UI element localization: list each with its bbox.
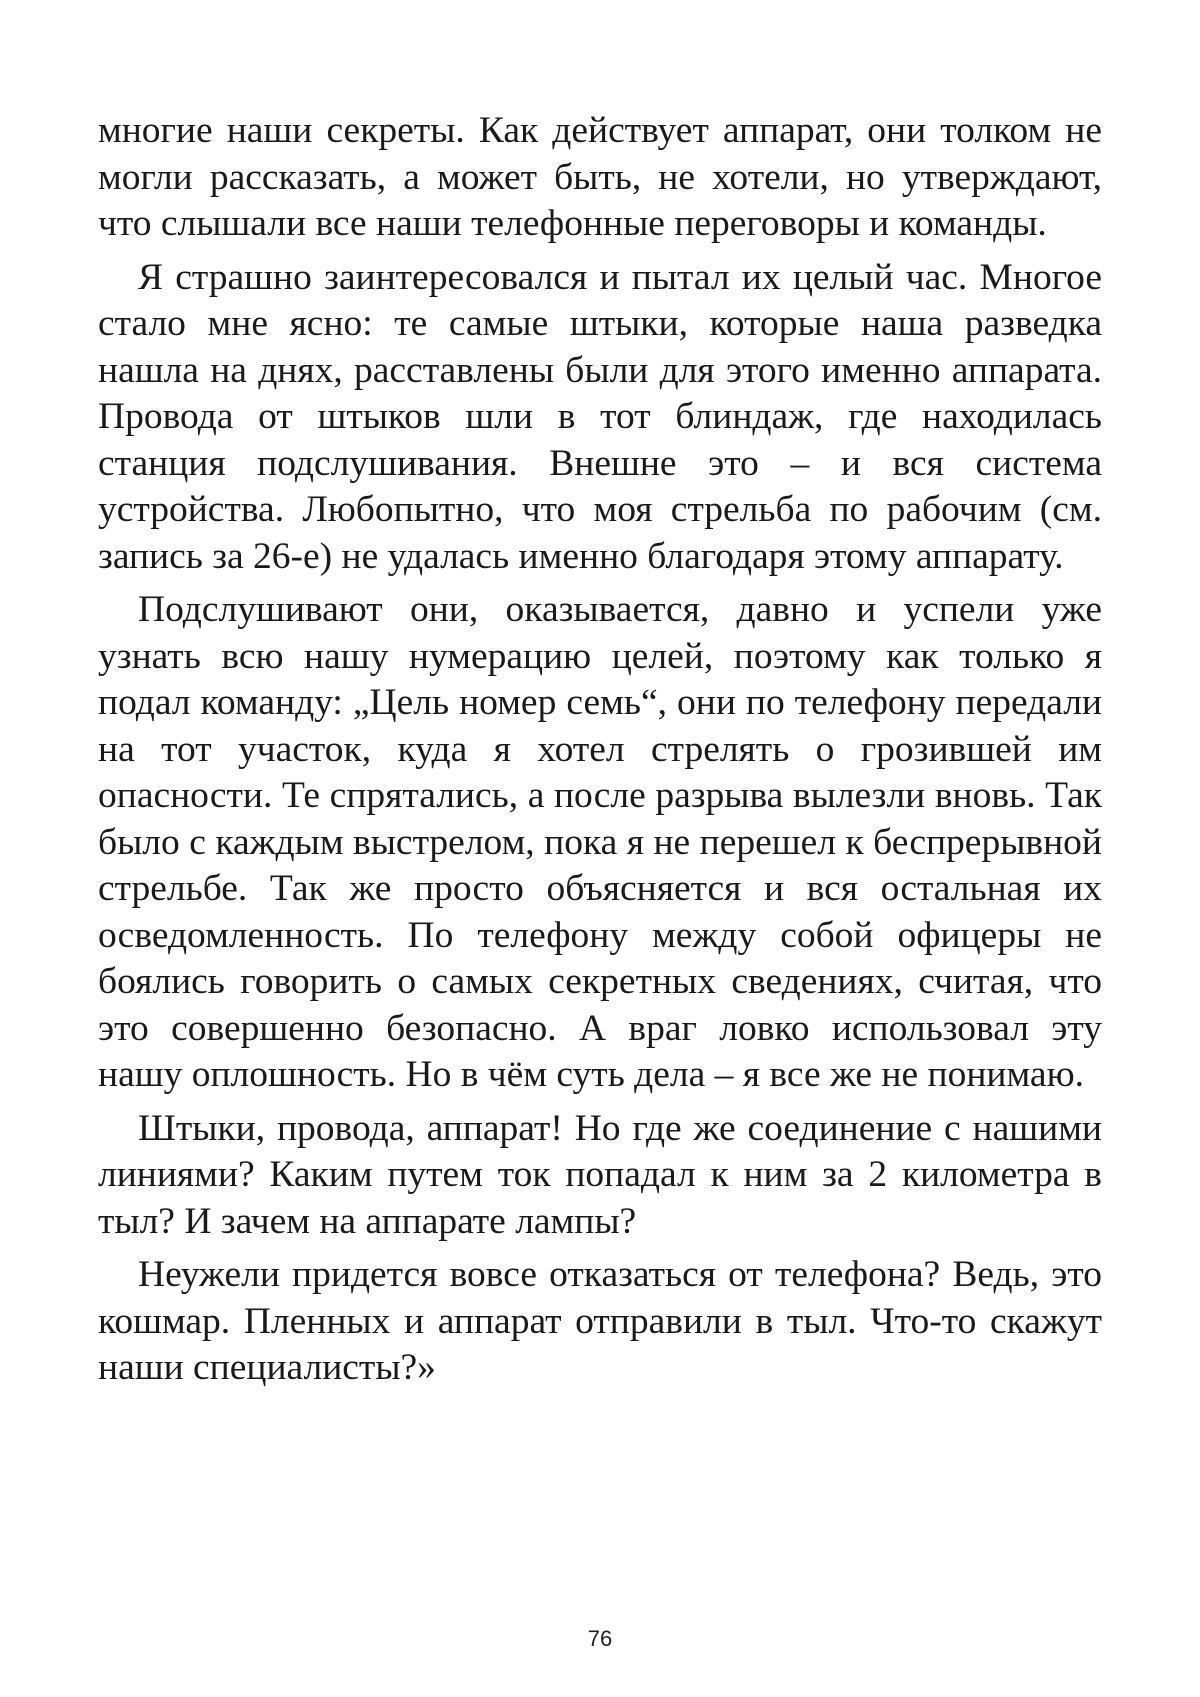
paragraph-interrogation: Я страшно заинтересовался и пытал их целый час. Многое стало мне ясно: те самые штыки, которые наша разведка нашла на днях, расставлены были для этого именно аппарата. Провода от штыков шли в тот блиндаж, где находилась станция подслушивания. Внешне это – и вся система устройства. Любопытно, что моя стрельба по рабочим (см. запись за 26-е) не удалась именно благодаря этому аппарату. (98, 256, 1102, 577)
page-number: 76 (587, 1626, 613, 1651)
page-body (98, 108, 1102, 1399)
paragraph-continuation: многие наши секреты. Как действует аппарат, они толком не могли рассказать, а может быть, не хотели, но утверждают, что слышали все наши телефонные переговоры и команды. (98, 110, 1102, 244)
paragraph-eavesdropping: Подслушивают они, оказывается, давно и успели уже узнать всю нашу нумерацию целей, поэтому как только я подал команду: „Цель номер семь“, они по телефону передали на тот участок, куда я хотел стрелять о грозившей им опасности. Те спрятались, а после разрыва вылезли вновь. Так было с каждым выстрелом, пока я не перешел к беспрерывной стрельбе. Так же просто объясняется и вся остальная их осведомленность. По телефону между собой офицеры не боялись говорить о самых секретных сведениях, считая, что это совершенно безопасно. А враг ловко использовал эту нашу оплошность. Но в чём суть дела – я все же не понимаю. (98, 589, 1102, 1095)
paragraph-conclusion: Неужели придется вовсе отказаться от телефона? Ведь, это кошмар. Пленных и аппарат отправили в тыл. Что-то скажут наши специалисты?» (98, 1254, 1102, 1388)
paragraph-questions: Штыки, провода, аппарат! Но где же соединение с нашими линиями? Каким путем ток попадал к ним за 2 километра в тыл? И зачем на аппарате лампы? (98, 1107, 1102, 1242)
